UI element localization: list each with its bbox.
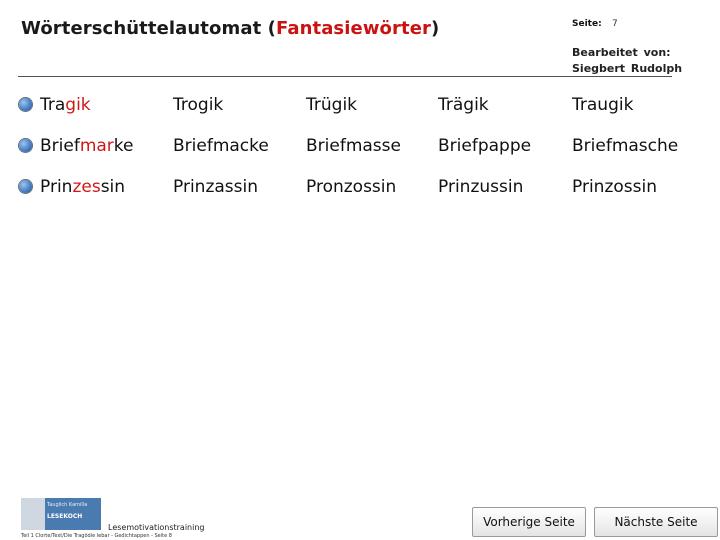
author-block [572, 45, 682, 77]
word-row [0, 175, 720, 199]
lesekoch-logo [21, 498, 101, 530]
header-divider [18, 76, 672, 77]
previous-page-button[interactable]: Vorherige Seite [472, 507, 586, 537]
word-row [0, 93, 720, 117]
variant-word: Briefmasse [306, 136, 401, 156]
variant-word: Trügik [306, 95, 358, 115]
title-highlight: Fantasiewörter [275, 18, 431, 39]
page-title [21, 18, 439, 39]
variant-word: Briefmasche [572, 136, 679, 156]
page-label: Seite: [572, 19, 602, 29]
title-close: ) [431, 18, 440, 39]
page-number: 7 [612, 19, 618, 29]
original-word: Briefmarke [40, 136, 134, 156]
original-word: Prinzessin [40, 177, 126, 197]
variant-word: Briefmacke [173, 136, 269, 156]
word-row [0, 134, 720, 158]
bullet-icon [19, 180, 32, 193]
original-word: Tragik [40, 95, 91, 115]
variant-word: Prinzussin [438, 177, 524, 197]
chef-icon [21, 498, 45, 530]
variant-word: Trogik [173, 95, 224, 115]
bullet-icon [19, 98, 32, 111]
author-line-2: Siegbert Rudolph [572, 62, 683, 75]
title-main: Wörterschüttelautomat ( [21, 18, 276, 39]
variant-word: Trägik [438, 95, 489, 115]
variant-word: Prinzassin [173, 177, 258, 197]
variant-word: Pronzossin [306, 177, 397, 197]
author-line-1: Bearbeitet von: [572, 46, 671, 59]
logo-text-main: LESEKOCH [47, 513, 83, 520]
bullet-icon [19, 139, 32, 152]
footer-label: Lesemotivationstraining [108, 523, 205, 532]
logo-text-top: Tauglich Kamilla [47, 502, 88, 508]
footer-source-text: Teil 1 Clorte/Text/Die Tragödie lebar - Gedichtappen - Seite 8 [21, 533, 172, 539]
variant-word: Prinzossin [572, 177, 657, 197]
variant-word: Briefpappe [438, 136, 532, 156]
next-page-button[interactable]: Nächste Seite [594, 507, 718, 537]
variant-word: Traugik [572, 95, 634, 115]
